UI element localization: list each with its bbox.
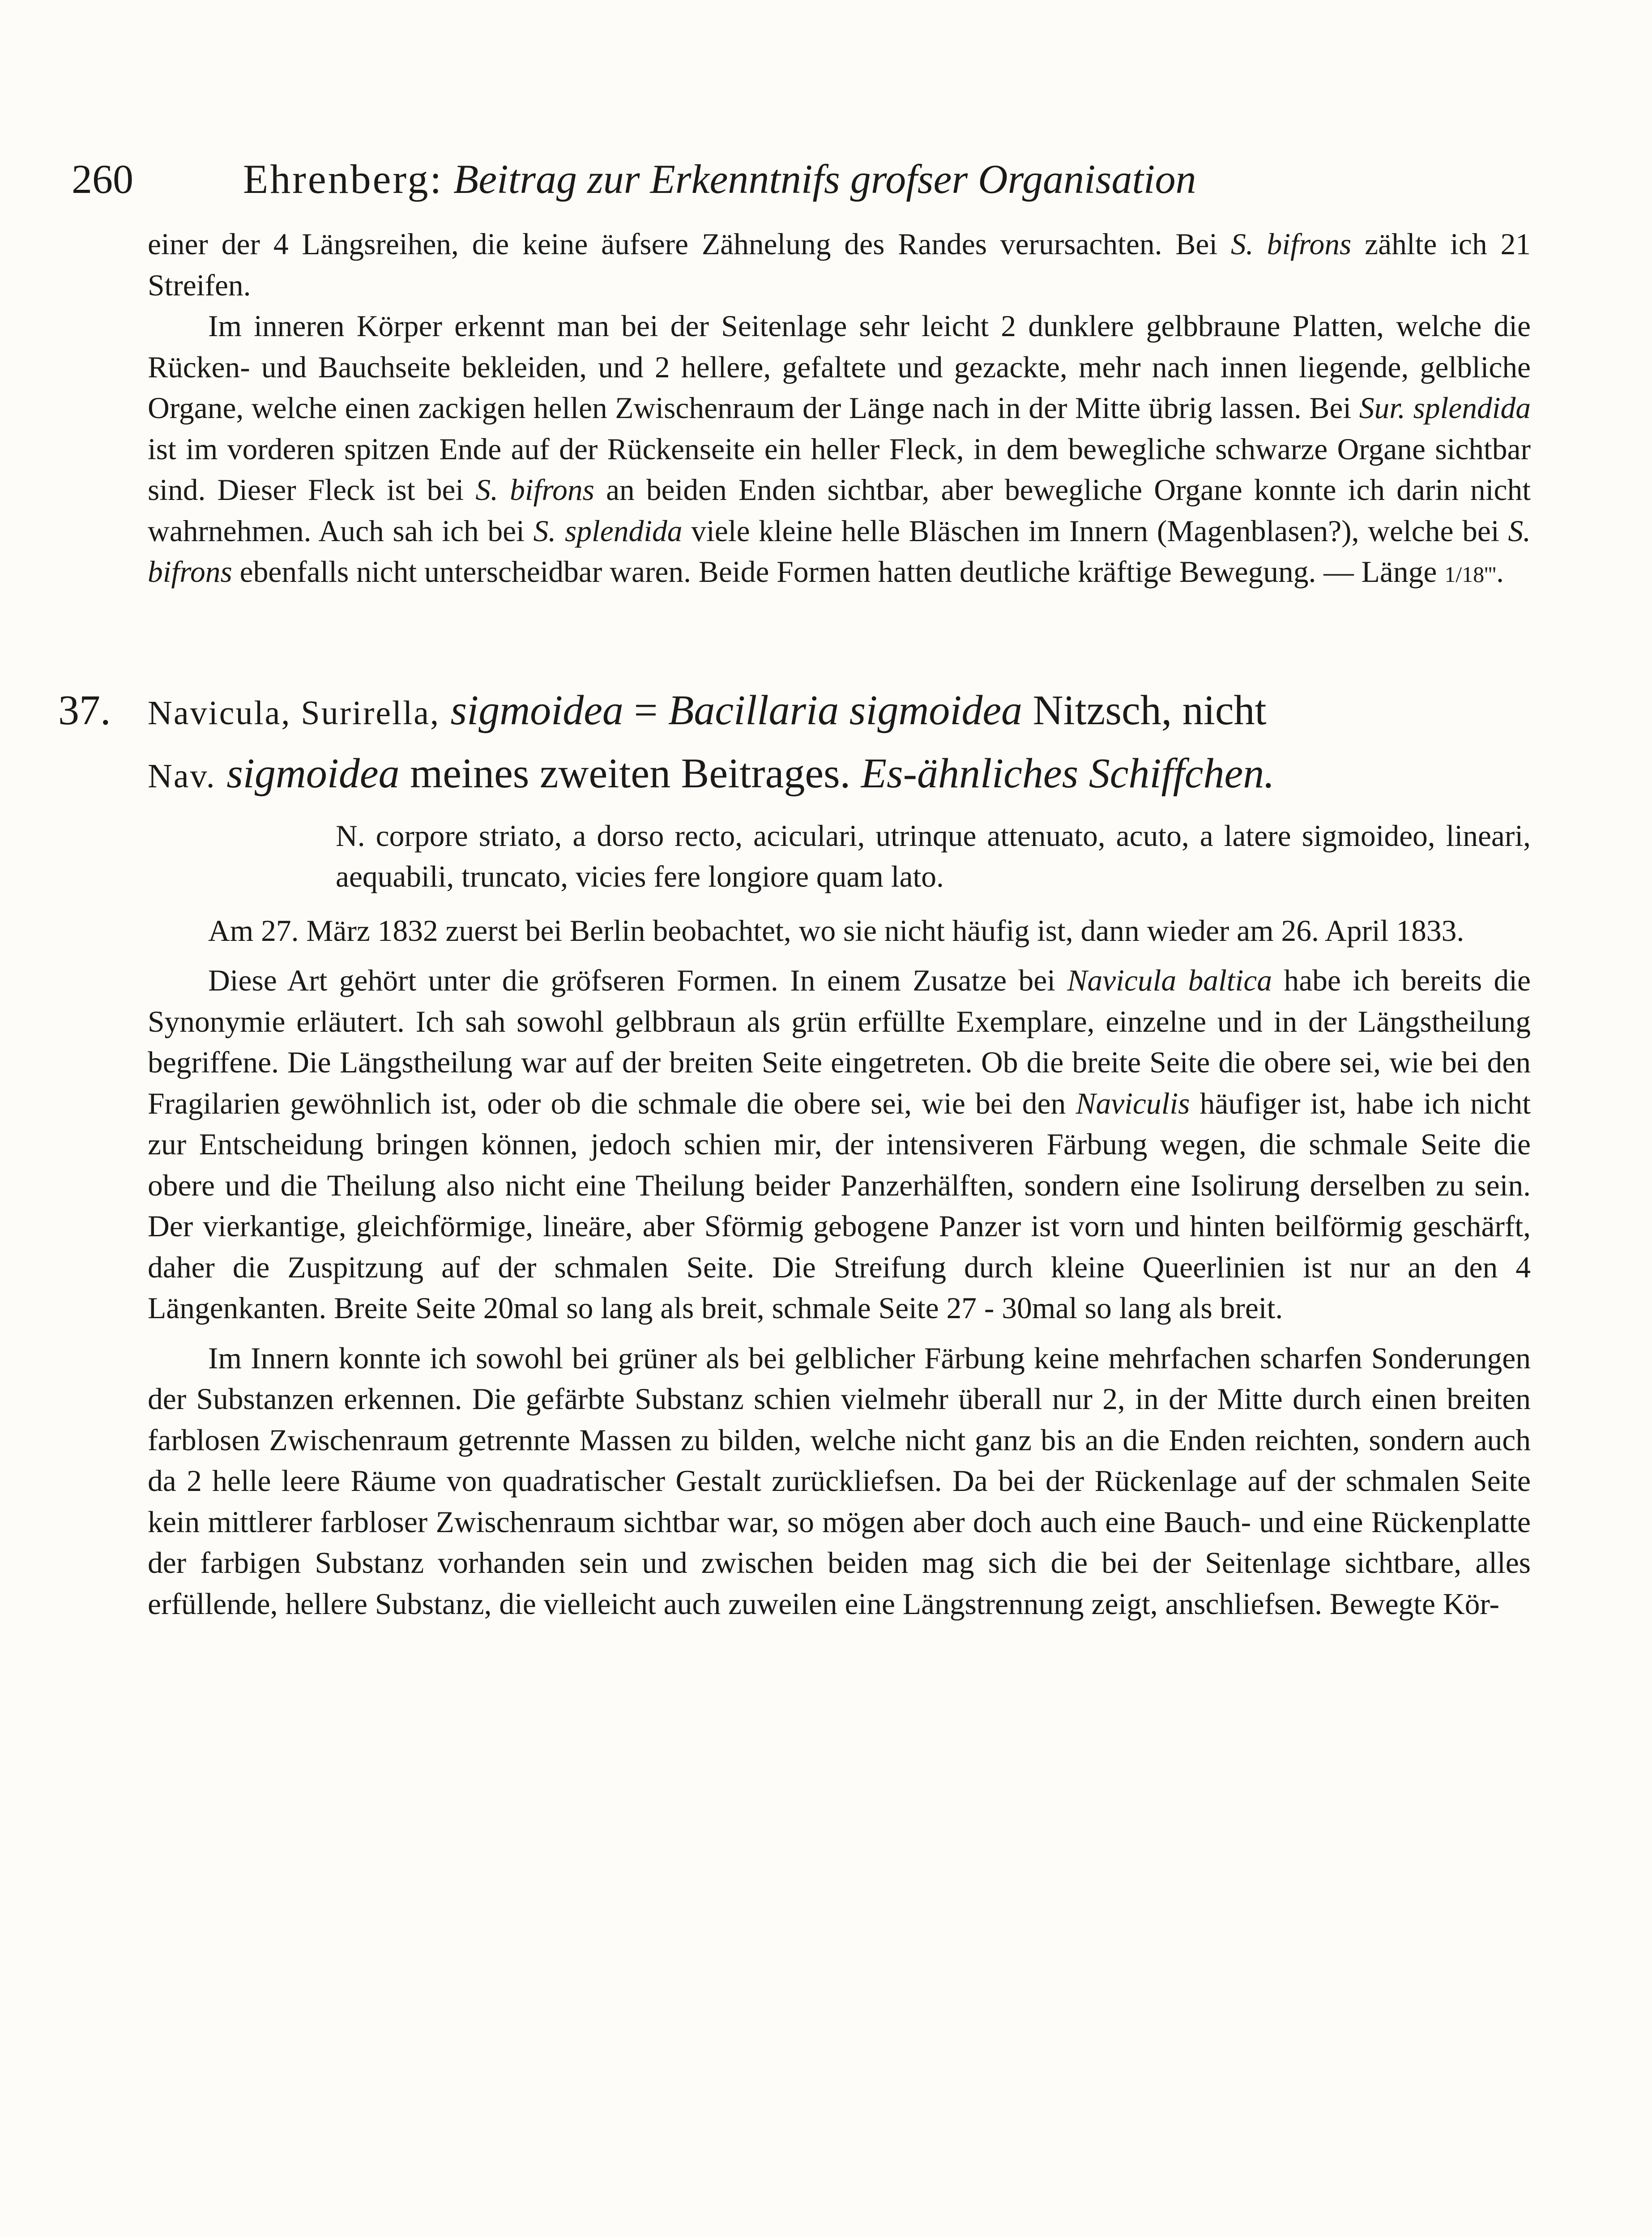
common-name: Es-ähnliches Schiffchen. xyxy=(861,750,1275,797)
species-name: S. bifrons xyxy=(1231,227,1352,261)
text-run: zählte ich 21 Streifen. xyxy=(148,227,1531,302)
species-epithet: sigmoidea xyxy=(450,687,623,734)
genus-names: Navicula, Surirella, xyxy=(148,694,440,732)
text-run: habe ich bereits die Synonymie erläutert. Ich sah sowohl gelbbraun als grün erfüllte Exemplare, einzelne und in der Längstheilung begriffene. Die Längstheilung war auf der breiten Seite eingetreten. Ob die breite Seite die obere sei, wie bei den Fragilarien gewöhnlich ist, oder ob die schmale die obere sei, wie bei den xyxy=(148,964,1531,1120)
synonym: Bacillaria sigmoidea xyxy=(668,687,1023,734)
text-run: ist im vorderen spitzen Ende auf der Rückenseite ein heller Fleck, in dem bewegliche schwarze Organe sichtbar sind. Dieser Fleck ist bei xyxy=(148,432,1531,507)
latin-diagnosis: N. corpore striato, a dorso recto, aciculari, utrinque attenuato, acuto, a latere sigmoideo, lineari, aequabili, truncato, vicies fere longiore quam lato. xyxy=(336,819,1531,893)
running-header xyxy=(72,148,1531,210)
text-run: häufiger ist, habe ich nicht zur Entscheidung bringen können, jedoch schien mir, der intensiveren Färbung wegen, die schmale Seite die obere und die Theilung also nicht eine Theilung beider Panzerhälften, sondern eine Isolirung derselben zu sein. Der vierkantige, gleichförmige, lineäre, aber Sförmig gebogene Panzer ist vorn und hinten beilförmig geschärft, daher die Zuspitzung auf der schmalen Seite. Die Streifung durch kleine Queerlinien ist nur an den 4 Längenkanten. Breite Seite 20mal so lang als breit, schmale Seite 27 - 30mal so lang als breit. xyxy=(148,1086,1531,1325)
text-run: Diese Art gehört unter die gröfseren Formen. In einem Zusatze bei xyxy=(208,964,1067,997)
text-run: einer der 4 Längsreihen, die keine äufsere Zähnelung des Randes verursachten. Bei xyxy=(148,227,1231,261)
header-title: Beitrag zur Erkenntnifs grofser Organisation xyxy=(453,156,1196,202)
equals-sign: = xyxy=(623,687,668,734)
body-text xyxy=(58,224,1531,1624)
species-name: S. bifrons xyxy=(148,514,1531,589)
genus-name: Naviculis xyxy=(1076,1086,1190,1120)
spacer xyxy=(148,1329,1531,1338)
species-epithet: sigmoidea xyxy=(226,750,400,797)
text-run: meines zweiten Beitrages. xyxy=(399,750,861,797)
text-run: . xyxy=(1496,555,1504,589)
synonym-author: Nitzsch, nicht xyxy=(1022,687,1267,734)
heading-line-2 xyxy=(58,743,1531,807)
paragraph-5: Im Innern konnte ich sowohl bei grüner als bei gelblicher Färbung keine mehrfachen scharfen Sonderungen der Substanzen erkennen. Die gefärbte Substanz schien vielmehr überall nur 2, in der Mitte durch einen breiten farblosen Zwischenraum getrennte Massen zu bilden, welche nicht ganz bis an die Enden reichten, sondern auch da 2 helle leere Räume von quadratischer Gestalt zurückliefsen. Da bei der Rückenlage auf der schmalen Seite kein mittlerer farbloser Zwischenraum sichtbar war, so mögen aber doch auch eine Bauch- und eine Rückenplatte der farbigen Substanz vorhanden sein und zwischen beiden mag sich die bei der Seitenlage sichtbare, alles erfüllende, hellere Substanz, die vielleicht auch zuweilen eine Längstrennung zeigt, anschliefsen. Bewegte Kör- xyxy=(148,1341,1531,1621)
species-name: S. splendida xyxy=(533,514,683,548)
length-fraction: 1/18''' xyxy=(1444,562,1497,587)
text-run: Im inneren Körper erkennt man bei der Seitenlage sehr leicht 2 dunklere gelbbraune Platten, welche die Rücken- und Bauchseite bekleiden, und 2 hellere, gefaltete und gezackte, mehr nach innen liegende, gelbliche Organe, welche einen zackigen hellen Zwischenraum der Länge nach in der Mitte übrig lassen. Bei xyxy=(148,309,1531,425)
text-run: an beiden Enden sichtbar, aber bewegliche Organe konnte ich darin nicht wahrnehmen. Auch sah ich bei xyxy=(148,473,1531,548)
paragraph-1 xyxy=(148,224,1531,306)
genus-abbrev: Nav. xyxy=(148,757,216,795)
species-number: 37. xyxy=(58,687,111,734)
text-run: ebenfalls nicht unterscheidbar waren. Beide Formen hatten deutliche kräftige Bewegung. — Länge xyxy=(232,555,1445,589)
species-name: Sur. splendida xyxy=(1359,391,1531,425)
paragraph-4 xyxy=(148,960,1531,1329)
page-number: 260 xyxy=(72,156,133,202)
paragraph-3: Am 27. März 1832 zuerst bei Berlin beobachtet, wo sie nicht häufig ist, dann wieder am 26. April 1833. xyxy=(208,914,1464,948)
species-name: Navicula baltica xyxy=(1067,964,1272,997)
species-name: S. bifrons xyxy=(475,473,594,507)
species-heading xyxy=(58,680,1531,807)
spacer xyxy=(148,951,1531,960)
header-author: Ehrenberg: xyxy=(243,156,444,202)
paragraph-2 xyxy=(148,306,1531,595)
text-run: viele kleine helle Bläschen im Innern (Magenblasen?), welche bei xyxy=(682,514,1508,548)
